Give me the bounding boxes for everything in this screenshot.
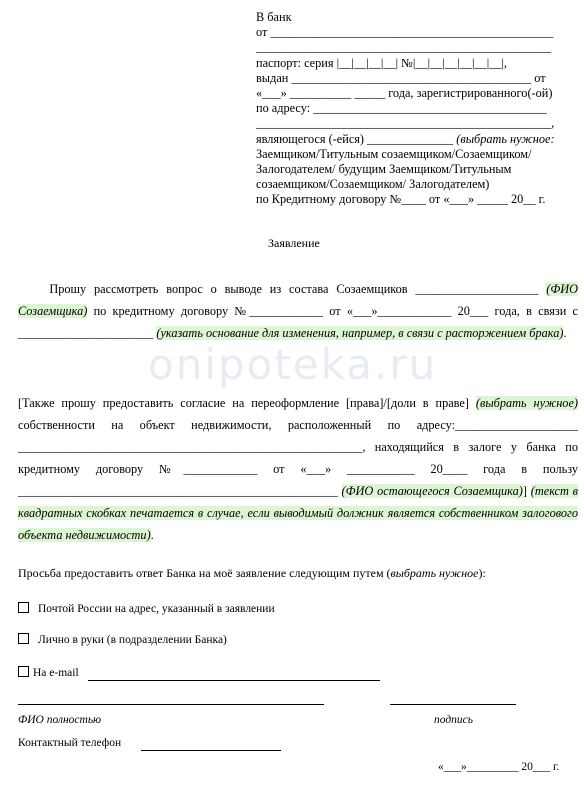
para2-highlight: (выбрать нужное) [475, 396, 578, 410]
header-line: Заемщиком/Титульным созаемщиком/Созаемщиком/ [256, 146, 532, 161]
checkbox-icon[interactable] [18, 602, 29, 613]
header-line: «___» __________ _____ года, зарегистрированного(-ой) [256, 85, 553, 100]
header-line: являющегося (-ейся) ______________ (выбрать нужное: [256, 131, 555, 146]
para2-text: собственности на объект недвижимости, расположенный по адресу:____________________ ________________________________________________________, находящийся в залоге у банка по кредитному договору №____________ от «___» ___________ 20____ года в пользу ____________________________________________________ [18, 418, 578, 498]
checkbox-icon[interactable] [18, 633, 29, 644]
header-line: паспорт: серия |__|__|__|__| №|__|__|__|__|__|__|, [256, 55, 507, 70]
header-line: В банк [256, 10, 292, 24]
para1-highlight: (ФИО Созаемщика) [18, 282, 578, 318]
option-email[interactable] [18, 666, 79, 681]
paragraph-1 [18, 278, 578, 344]
signature-line[interactable] [390, 704, 516, 705]
header-line: по Кредитному договору №____ от «___» _____ 20__ г. [256, 192, 546, 207]
para1-text: Прошу рассмотреть вопрос о выводе из состава Созаемщиков ____________________ [49, 282, 539, 296]
option-label: На e-mail [33, 667, 79, 679]
checkbox-icon[interactable] [18, 666, 29, 677]
para1-text: по кредитному договору №____________ от «___»____________ 20___ года, в связи с ______________________ [18, 304, 578, 340]
option-label: Лично в руки (в подразделении Банка) [38, 634, 227, 646]
para2-text: ] [522, 484, 527, 498]
option-post[interactable] [18, 602, 275, 617]
request-text: Просьба предоставить ответ Банка на моё заявление следующим путем ( [18, 566, 391, 580]
para2-highlight: (текст в квадратных скобках печатается в случае, если выводимый должник является собственником залогового объекта недвижимости) [18, 484, 579, 542]
signature-label: подпись [434, 714, 474, 726]
choose-note: (выбрать нужное: [456, 131, 555, 146]
fio-signature-line[interactable] [18, 704, 324, 705]
request-line [18, 566, 578, 580]
header-line: ________________________________________________, [256, 116, 555, 131]
para2-highlight: (ФИО остающегося Созаемщика) [341, 484, 523, 498]
option-label: Почтой России на адрес, указанный в заявлении [38, 603, 275, 615]
para2-text: [Также прошу предоставить согласие на переоформление [права]/[доли в праве] [18, 396, 469, 410]
header-line: от ______________________________________________ [256, 25, 554, 40]
option-in-person[interactable] [18, 633, 227, 648]
phone-label: Контактный телефон [18, 737, 122, 749]
header-line: выдан _______________________________________ от [256, 70, 546, 85]
document-title: Заявление [268, 236, 320, 250]
header-line: созаемщиком/Созаемщиком/ Залогодателем) [256, 177, 490, 192]
request-choose: выбрать нужное [390, 566, 479, 580]
header-line: ________________________________________________ [256, 40, 552, 55]
request-end: ): [478, 566, 486, 580]
paragraph-2 [18, 392, 578, 546]
para1-highlight: (указать основание для изменения, например, в связи с расторжением брака) [156, 326, 564, 340]
fio-label: ФИО полностью [18, 714, 102, 726]
header-line: по адресу: ______________________________________ [256, 101, 547, 116]
para1-text: . [563, 326, 567, 340]
addressee-block [256, 10, 576, 207]
header-line: Залогодателем/ будущим Заемщиком/Титульным [256, 161, 512, 176]
date-line: «___»_________ 20___ г. [438, 761, 560, 773]
watermark: onipoteka.ru [148, 340, 438, 389]
email-input-line[interactable] [88, 680, 380, 681]
phone-input-line[interactable] [141, 750, 281, 751]
para2-text: . [150, 528, 154, 542]
